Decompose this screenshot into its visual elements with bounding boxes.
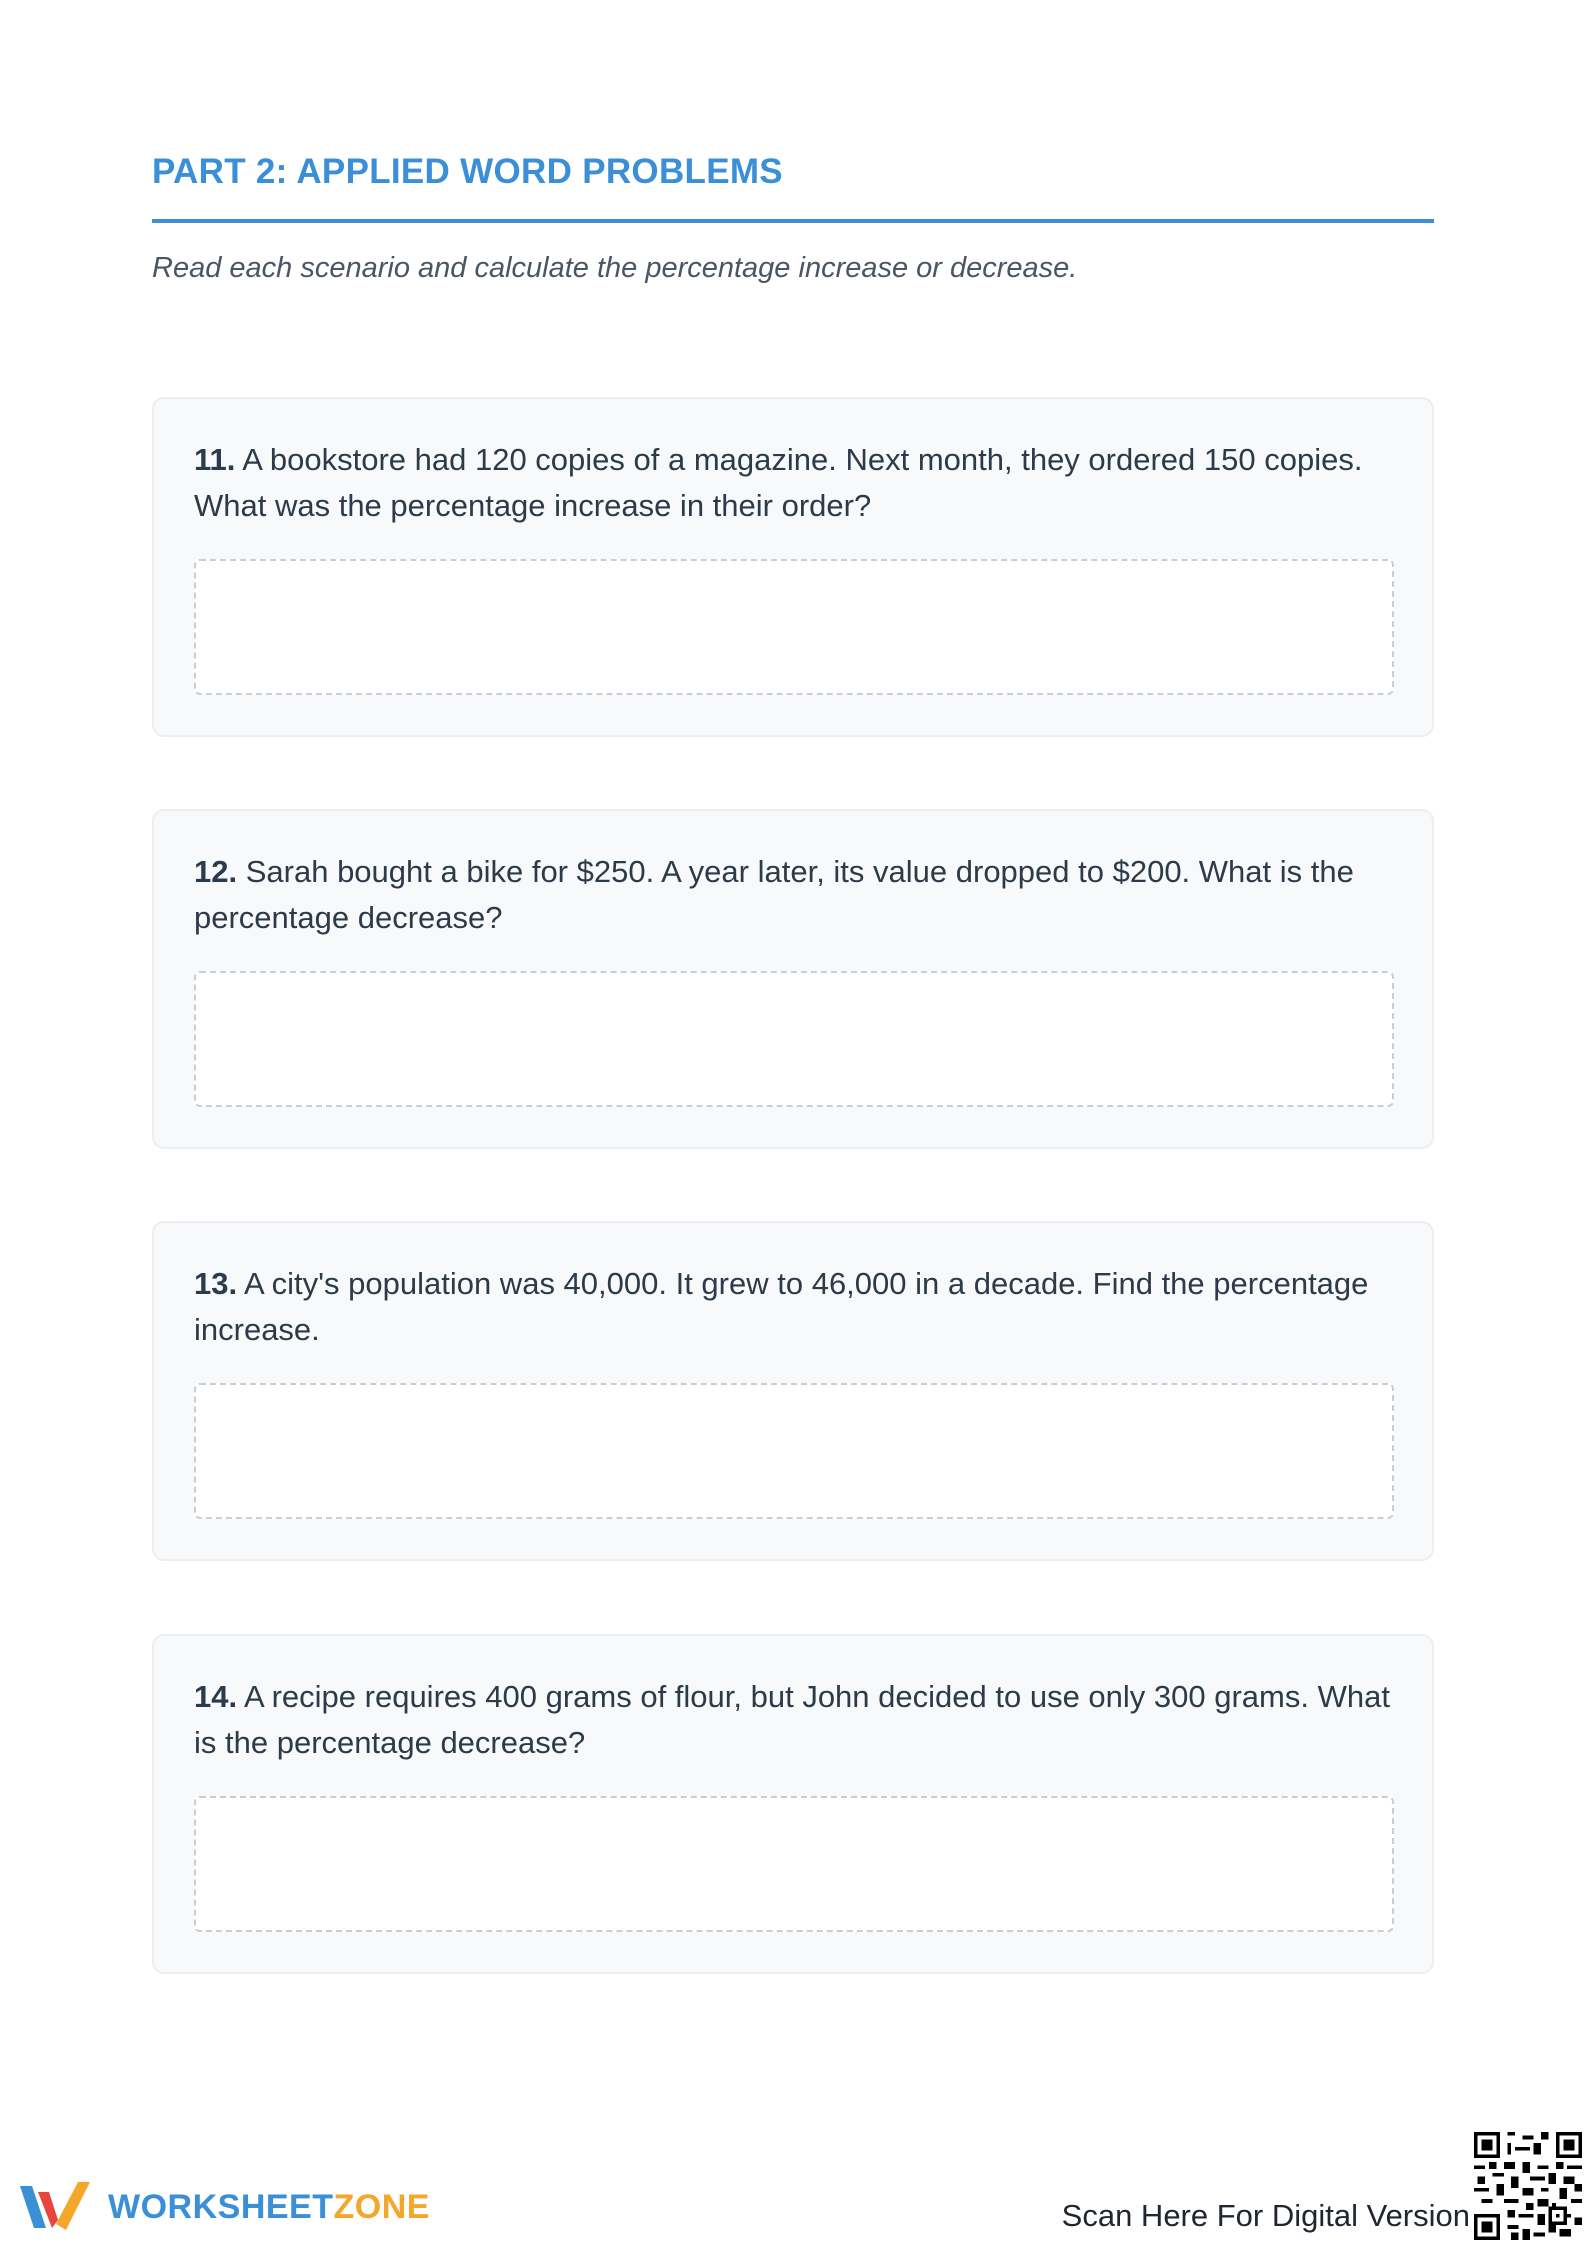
brand-name-secondary: ZONE [333, 2187, 430, 2226]
scan-label: Scan Here For Digital Version [1061, 2198, 1470, 2233]
brand-name-primary: WORKSHEET [108, 2187, 334, 2226]
worksheetzone-logo-icon [18, 2178, 94, 2236]
question-text [194, 437, 1394, 529]
question-text [194, 1261, 1394, 1353]
question-card-11 [152, 397, 1434, 737]
question-number: 13. [194, 1266, 238, 1301]
question-number: 12. [194, 854, 238, 889]
answer-box-13[interactable] [194, 1383, 1394, 1519]
qr-code-icon[interactable] [1474, 2132, 1582, 2240]
question-text [194, 849, 1394, 941]
question-body: A city's population was 40,000. It grew to 46,000 in a decade. Find the percentage increase. [194, 1266, 1369, 1347]
brand-name [108, 2188, 430, 2227]
question-body: Sarah bought a bike for $250. A year later, its value dropped to $200. What is the percentage decrease? [194, 854, 1354, 935]
instructions-text: Read each scenario and calculate the percentage increase or decrease. [152, 252, 1078, 284]
question-card-14 [152, 1634, 1434, 1974]
title-divider [152, 219, 1434, 223]
question-number: 11. [194, 442, 236, 477]
section-title: PART 2: APPLIED WORD PROBLEMS [152, 152, 783, 191]
question-body: A bookstore had 120 copies of a magazine. Next month, they ordered 150 copies. What was the percentage increase in their order? [194, 442, 1363, 523]
answer-box-12[interactable] [194, 971, 1394, 1107]
question-text [194, 1674, 1394, 1766]
question-body: A recipe requires 400 grams of flour, but John decided to use only 300 grams. What is the percentage decrease? [194, 1679, 1390, 1760]
question-card-12 [152, 809, 1434, 1149]
question-number: 14. [194, 1679, 238, 1714]
answer-box-11[interactable] [194, 559, 1394, 695]
question-card-13 [152, 1221, 1434, 1561]
answer-box-14[interactable] [194, 1796, 1394, 1932]
brand-logo [18, 2178, 430, 2236]
